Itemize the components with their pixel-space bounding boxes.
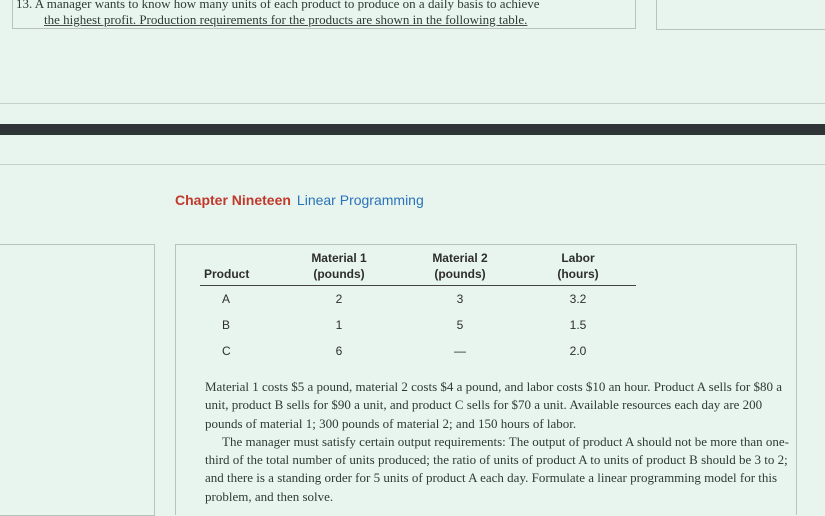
cell-material2: 3	[456, 292, 464, 306]
cell-labor: 2.0	[569, 344, 587, 358]
problem-line-2: the highest profit. Production requirements for the products are shown in the following table.	[44, 12, 528, 27]
header-labor-line2: (hours)	[520, 266, 636, 286]
table-row	[200, 338, 636, 364]
side-box-left	[0, 244, 155, 516]
cell-material1: 1	[335, 318, 343, 332]
paragraph-costs: Material 1 costs $5 a pound, material 2 costs $4 a pound, and labor costs $10 an hour. Product A sells for $80 a unit, product B sells for $90 a unit, and product C sells for $70 a unit. Available resources each day are 200 pounds of material 1; 300 pounds of material 2; and 150 hours of labor.	[205, 379, 782, 431]
paragraph-requirements: The manager must satisfy certain output requirements: The output of product A should not be more than one-third of the total number of units produced; the ratio of units of product A to units of product B should be 3 to 2; and there is a standing order for 5 units of product A each day. Formulate a linear programming model for this problem, and then solve.	[205, 433, 789, 504]
header-material2-line2: (pounds)	[400, 266, 520, 286]
chapter-label: Chapter Nineteen	[175, 192, 291, 208]
header-material1-line2: (pounds)	[278, 266, 400, 286]
cell-product: C	[222, 344, 231, 358]
table-row	[200, 286, 636, 313]
side-box-top	[656, 0, 825, 30]
divider	[0, 103, 825, 104]
cell-material1: 2	[335, 292, 343, 306]
header-material1-line1: Material 1	[311, 251, 367, 265]
chapter-title: Linear Programming	[296, 192, 424, 208]
cell-product: A	[222, 292, 231, 306]
cell-labor: 3.2	[569, 292, 587, 306]
table-row	[200, 312, 636, 338]
header-material2-line1: Material 2	[432, 251, 488, 265]
problem-statement	[16, 0, 636, 28]
chapter-heading	[175, 192, 424, 208]
cell-product: B	[222, 318, 231, 332]
cell-labor: 1.5	[569, 318, 587, 332]
header-labor-line1: Labor	[561, 251, 595, 265]
cell-material1: 6	[335, 344, 343, 358]
requirements-table	[200, 250, 636, 364]
problem-details	[205, 378, 797, 506]
header-product: Product	[200, 266, 278, 286]
problem-number: 13.	[16, 0, 33, 11]
cell-material2: —	[454, 344, 466, 358]
problem-line-1: A manager wants to know how many units of each product to produce on a daily basis to achieve	[34, 0, 540, 11]
page-break-bar	[0, 124, 825, 135]
cell-material2: 5	[456, 318, 464, 332]
divider	[0, 164, 825, 165]
